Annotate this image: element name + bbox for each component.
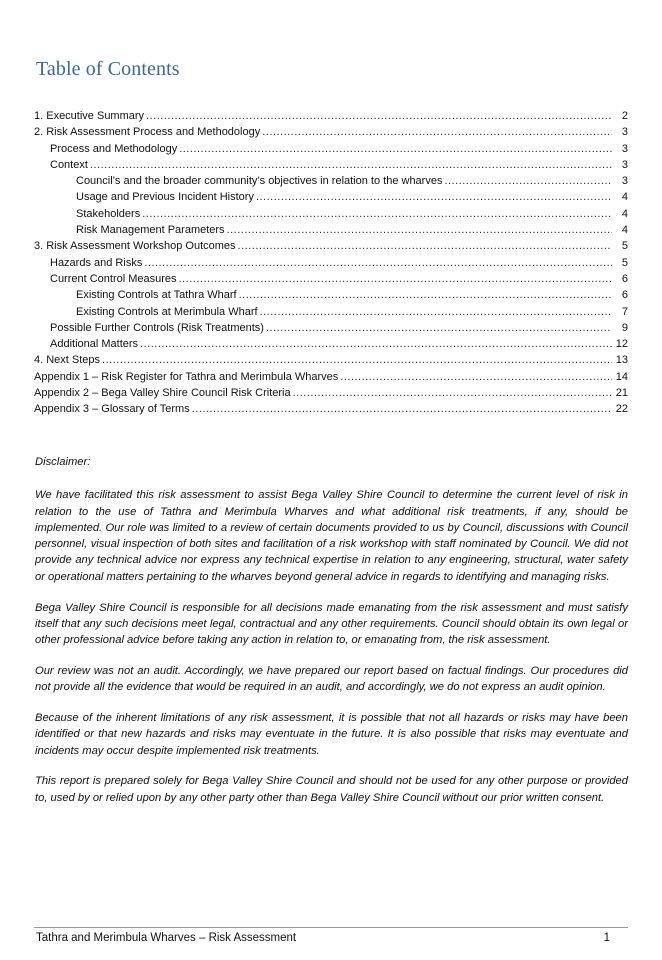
toc-leader xyxy=(140,338,612,350)
disclaimer-heading: Disclaimer: xyxy=(35,456,91,468)
disclaimer-paragraph: We have facilitated this risk assessment to assist Bega Valley Shire Council to determine the current level of risk in relation to the use of Tathra and Merimbula Wharves and what additional risk treatments, if any, should be implemented. Our role was limited to a review of certain documents provided to us by Council, discussions with Council personnel, visual inspection of both sites and facilitation of a risk workshop with staff nominated by Council. We did not provide any technical advice nor express any technical expertise in relation to any engineering, structural, water safety or operational matters pertaining to the wharves beyond general advice in regards to identifying and managing risks. xyxy=(35,489,628,583)
toc-entry[interactable] xyxy=(34,371,628,387)
disclaimer-paragraph: Bega Valley Shire Council is responsible for all decisions made emanating from the risk assessment and must satisfy itself that any such decisions meet legal, contractual and any other requirements. Council should obtain its own legal or other professional advice before taking any action in relation to, or emanating from, the risk assessment. xyxy=(35,601,628,647)
toc-entry-label: Context xyxy=(50,158,88,171)
toc-page-number: 3 xyxy=(621,158,628,171)
toc-page-number: 14 xyxy=(615,370,628,383)
toc-page-number: 5 xyxy=(621,240,628,253)
page-title: Table of Contents xyxy=(36,58,180,80)
toc-leader xyxy=(146,110,612,122)
toc-leader xyxy=(260,306,612,318)
footer-page-number: 1 xyxy=(603,932,610,944)
toc-entry[interactable] xyxy=(34,224,628,240)
toc-leader xyxy=(340,371,612,383)
toc-entry-label: Possible Further Controls (Risk Treatments) xyxy=(50,321,264,334)
toc-page-number: 4 xyxy=(621,191,628,204)
toc-entry[interactable] xyxy=(34,159,628,175)
toc-leader xyxy=(444,175,612,187)
toc-entry[interactable] xyxy=(34,338,628,354)
toc-leader xyxy=(179,143,612,155)
toc-leader xyxy=(239,289,612,301)
toc-entry-label: Stakeholders xyxy=(76,207,141,220)
page-footer xyxy=(36,932,610,944)
table-of-contents xyxy=(34,110,628,420)
toc-page-number: 21 xyxy=(615,387,628,400)
disclaimer-section xyxy=(35,454,628,821)
toc-entry-label: Existing Controls at Merimbula Wharf xyxy=(76,305,258,318)
toc-entry-label: Hazards and Risks xyxy=(50,256,143,269)
toc-page-number: 3 xyxy=(621,142,628,155)
toc-entry-label: Additional Matters xyxy=(50,338,139,351)
toc-leader xyxy=(90,159,612,171)
toc-leader xyxy=(266,322,612,334)
footer-divider xyxy=(34,927,628,928)
toc-page-number: 3 xyxy=(621,175,628,188)
toc-page-number: 6 xyxy=(621,289,628,302)
toc-page-number: 9 xyxy=(621,321,628,334)
toc-entry[interactable] xyxy=(34,126,628,142)
toc-page-number: 3 xyxy=(621,126,628,139)
toc-leader xyxy=(142,208,612,220)
toc-leader xyxy=(179,273,612,285)
toc-entry-label: 1. Executive Summary xyxy=(34,110,145,122)
toc-entry[interactable] xyxy=(34,208,628,224)
toc-entry-label: Council’s and the broader community’s objectives in relation to the wharves xyxy=(76,175,443,188)
toc-page-number: 13 xyxy=(615,354,628,367)
footer-document-title: Tathra and Merimbula Wharves – Risk Assessment xyxy=(36,932,297,944)
toc-entry[interactable] xyxy=(34,240,628,256)
toc-leader xyxy=(227,224,612,236)
toc-entry-label: Current Control Measures xyxy=(50,272,177,285)
toc-entry[interactable] xyxy=(34,354,628,370)
disclaimer-paragraph: This report is prepared solely for Bega Valley Shire Council and should not be used for any other purpose or provided to, used by or relied upon by any other party other than Bega Valley Shire Council without our prior written consent. xyxy=(35,775,628,804)
toc-page-number: 7 xyxy=(621,305,628,318)
toc-leader xyxy=(144,257,612,269)
toc-entry-label: Usage and Previous Incident History xyxy=(76,191,254,204)
toc-page-number: 5 xyxy=(621,256,628,269)
toc-entry-label: Appendix 3 – Glossary of Terms xyxy=(34,403,190,416)
toc-entry[interactable] xyxy=(34,322,628,338)
toc-entry[interactable] xyxy=(34,387,628,403)
toc-entry-label: Existing Controls at Tathra Wharf xyxy=(76,289,237,302)
toc-entry-label: Appendix 1 – Risk Register for Tathra and Merimbula Wharves xyxy=(34,370,339,383)
disclaimer-paragraph: Our review was not an audit. Accordingly, we have prepared our report based on factual findings. Our procedures did not provide all the evidence that would be required in an audit, and accordingly, we do not express an audit opinion. xyxy=(35,664,628,694)
toc-entry[interactable] xyxy=(34,403,628,419)
toc-entry-label: 2. Risk Assessment Process and Methodology xyxy=(34,126,261,139)
toc-entry[interactable] xyxy=(34,306,628,322)
toc-entry[interactable] xyxy=(34,191,628,207)
toc-leader xyxy=(192,403,612,415)
disclaimer-paragraph: Because of the inherent limitations of any risk assessment, it is possible that not all hazards or risks may have been identified or that new hazards and risks may eventuate in the future. It is also possible that risks may eventuate and incidents may occur despite implemented risk treatments. xyxy=(35,712,628,757)
toc-entry-label: Risk Management Parameters xyxy=(76,224,225,237)
toc-leader xyxy=(238,240,612,252)
toc-leader xyxy=(256,191,612,203)
toc-page-number: 6 xyxy=(621,272,628,285)
toc-leader xyxy=(102,354,612,366)
toc-entry-label: 3. Risk Assessment Workshop Outcomes xyxy=(34,240,236,253)
toc-leader xyxy=(262,126,612,138)
toc-entry-label: 4. Next Steps xyxy=(34,354,101,367)
toc-entry-label: Process and Methodology xyxy=(50,142,178,155)
toc-leader xyxy=(293,387,612,399)
toc-page-number: 2 xyxy=(621,110,628,122)
toc-entry[interactable] xyxy=(34,273,628,289)
toc-page-number: 4 xyxy=(621,224,628,237)
toc-page-number: 22 xyxy=(615,403,628,416)
toc-entry[interactable] xyxy=(34,289,628,305)
toc-entry-label: Appendix 2 – Bega Valley Shire Council Risk Criteria xyxy=(34,387,291,400)
toc-page-number: 12 xyxy=(615,338,628,351)
toc-entry[interactable] xyxy=(34,175,628,191)
toc-entry[interactable] xyxy=(34,110,628,126)
toc-entry[interactable] xyxy=(34,143,628,159)
toc-entry[interactable] xyxy=(34,257,628,273)
toc-page-number: 4 xyxy=(621,207,628,220)
